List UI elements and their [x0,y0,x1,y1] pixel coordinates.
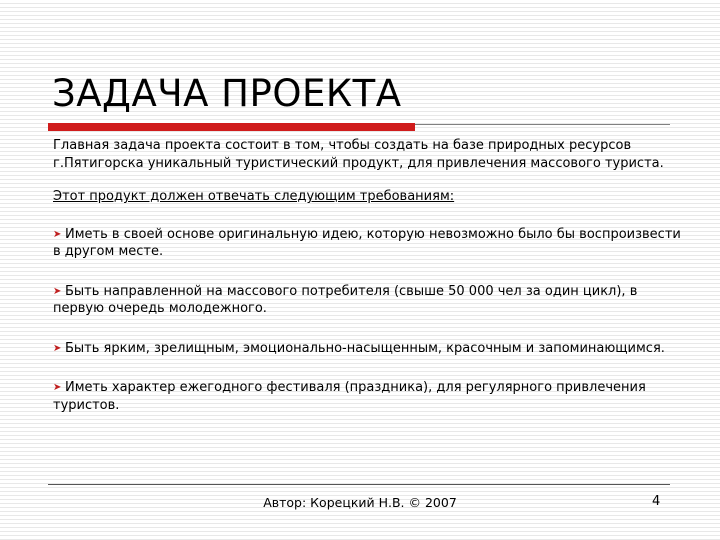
arrow-bullet-icon: ➤ [53,382,62,393]
page-number: 4 [652,494,661,509]
bullet-text: Быть ярким, зрелищным, эмоционально-насыщенным, красочным и запоминающимся. [65,340,665,356]
bullet-text: Иметь в своей основе оригинальную идею, которую невозможно было бы воспроизвести в другом месте. [53,226,681,259]
slide-title: ЗАДАЧА ПРОЕКТА [52,72,402,115]
title-accent-bar [48,123,415,131]
bullet-item [53,340,683,358]
footer-author [0,495,720,510]
arrow-bullet-icon: ➤ [53,228,62,240]
bullet-item [53,379,683,414]
slide-body [53,137,683,414]
bullet-text: Иметь характер ежегодного фестиваля (праздника), для регулярного привлечения туристов. [53,380,646,413]
footer-author-text: Автор: Корецкий Н.В. © 2007 [263,495,457,510]
bullet-item [53,283,683,318]
arrow-bullet-icon: ➤ [53,285,62,297]
requirements-heading: Этот продукт должен отвечать следующим требованиям: [53,189,455,204]
bullet-item [53,226,683,261]
arrow-bullet-icon: ➤ [53,342,62,354]
intro-paragraph: Главная задача проекта состоит в том, чтобы создать на базе природных ресурсов г.Пятигорска уникальный туристический продукт, для привлечения массового туриста. [53,138,664,171]
footer-rule [48,484,670,485]
bullet-text: Быть направленной на массового потребителя (свыше 50 000 чел за один цикл), в первую очередь молодежного. [53,283,638,316]
